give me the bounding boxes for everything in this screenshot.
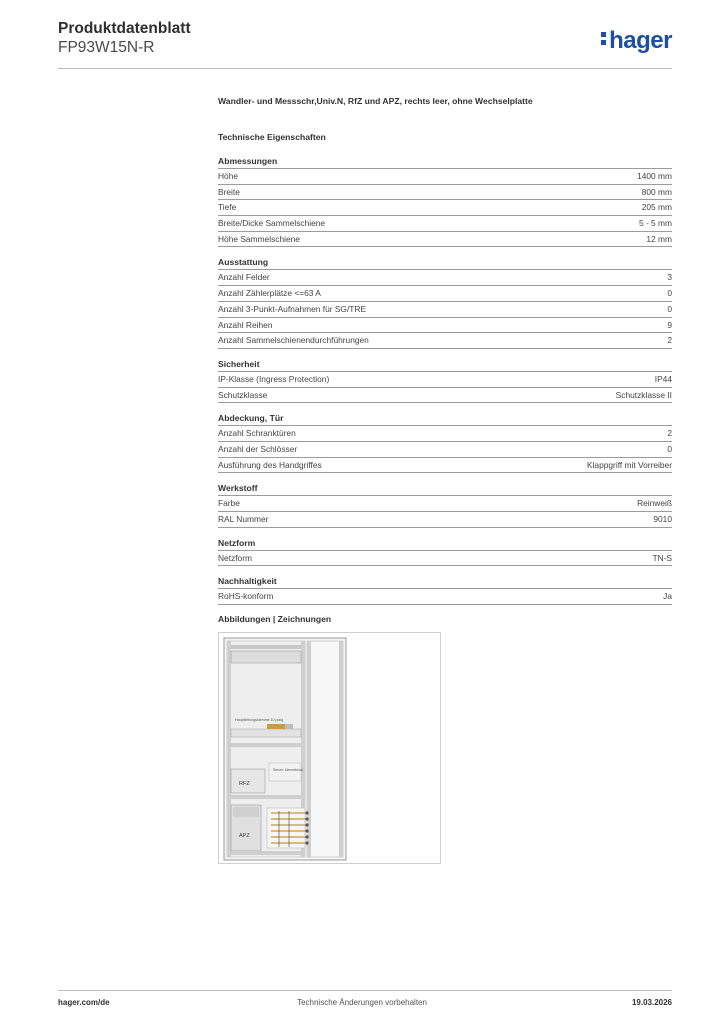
spec-row: [218, 551, 672, 567]
spec-row: [218, 216, 672, 232]
spec-label: Tiefe: [218, 202, 237, 213]
spec-label: Anzahl 3-Punkt-Aufnahmen für SG/TRE: [218, 303, 367, 314]
figures-heading: Abbildungen | Zeichnungen: [218, 614, 332, 624]
spec-value: 1400 mm: [637, 171, 672, 181]
spec-value: Schutzklasse II: [615, 389, 672, 400]
spec-row: [218, 442, 672, 458]
header-divider: [58, 68, 672, 69]
spec-row: [218, 388, 672, 404]
spec-value: Ja: [663, 591, 672, 602]
spec-value: 9010: [653, 514, 672, 524]
spec-label: Anzahl Felder: [218, 272, 270, 283]
product-code: FP93W15N-R: [58, 39, 155, 56]
section-heading: Technische Eigenschaften: [218, 132, 326, 142]
brand-name: hager: [609, 27, 672, 54]
spec-label: RAL Nummer: [218, 514, 269, 524]
spec-value: 0: [667, 288, 672, 299]
spec-group-title: Netzform: [218, 538, 672, 551]
spec-group-title: Abmessungen: [218, 156, 672, 169]
spec-group-title: Werkstoff: [218, 483, 672, 496]
logo-dots-icon: [601, 32, 607, 48]
spec-group: [218, 359, 672, 403]
spec-row: [218, 372, 672, 388]
spec-group: [218, 413, 672, 473]
spec-group-title: Nachhaltigkeit: [218, 576, 672, 589]
spec-row: [218, 302, 672, 318]
footer-divider: [58, 990, 672, 991]
spec-value: IP44: [654, 373, 672, 384]
spec-label: Netzform: [218, 552, 252, 563]
spec-label: Anzahl Reihen: [218, 319, 273, 330]
brand-logo: [601, 27, 672, 55]
spec-label: Breite/Dicke Sammelschiene: [218, 218, 326, 229]
spec-value: 0: [667, 303, 672, 314]
spec-value: Reinweiß: [637, 498, 672, 509]
spec-value: 9: [667, 319, 672, 330]
spec-label: RoHS-konform: [218, 591, 274, 602]
apz-box: [231, 805, 261, 851]
spec-row: [218, 496, 672, 512]
spec-value: 0: [667, 443, 672, 454]
spec-row: [218, 333, 672, 349]
footer-notice: Technische Änderungen vorbehalten: [297, 998, 427, 1007]
spec-row: [218, 169, 672, 185]
spec-group-title: Abdeckung, Tür: [218, 413, 672, 426]
spec-value: 2: [667, 335, 672, 346]
spec-group-title: Sicherheit: [218, 359, 672, 372]
spec-value: TN-S: [652, 552, 672, 563]
busbar-label: Hauptleitungsklemme 10 polig: [235, 718, 284, 722]
terminal-block: [269, 763, 303, 781]
spec-row: [218, 458, 672, 474]
spec-row: [218, 286, 672, 302]
spec-row: [218, 270, 672, 286]
spec-label: Schutzklasse: [218, 389, 268, 400]
spec-label: Anzahl Sammelschienendurchführungen: [218, 335, 369, 346]
spec-label: Breite: [218, 186, 240, 197]
spec-value: 800 mm: [641, 186, 672, 197]
footer-date: 19.03.2026: [631, 998, 672, 1007]
apz-label: APZ: [239, 833, 250, 839]
spec-label: Anzahl der Schlösser: [218, 443, 298, 454]
spec-value: 205 mm: [641, 202, 672, 213]
cable-bundle: [267, 808, 309, 848]
spec-row: [218, 200, 672, 216]
spec-content: [218, 96, 672, 605]
spec-row: [218, 185, 672, 201]
spec-group: [218, 156, 672, 247]
spec-row: [218, 232, 672, 248]
spec-label: Anzahl Schranktüren: [218, 428, 296, 439]
product-description: Wandler- und Messschr,Univ.N, RfZ und APZ, rechts leer, ohne Wechselplatte: [218, 96, 533, 106]
spec-value: 3: [667, 272, 672, 283]
spec-row: [218, 589, 672, 605]
spec-label: Höhe: [218, 171, 239, 181]
spec-label: Anzahl Zählerplätze <=63 A: [218, 288, 321, 299]
spec-group: [218, 538, 672, 567]
terminal-label: Steuer- klemmblock: [273, 768, 303, 772]
footer-website[interactable]: hager.com/de: [58, 998, 110, 1007]
spec-label: Farbe: [218, 498, 240, 509]
spec-group: [218, 257, 672, 348]
spec-value: 5 - 5 mm: [638, 218, 672, 229]
document-title: Produktdatenblatt: [58, 20, 191, 37]
spec-value: 2: [667, 428, 672, 439]
spec-value: 12 mm: [646, 233, 672, 244]
spec-row: [218, 318, 672, 334]
spec-group: [218, 483, 672, 527]
spec-groups: [218, 156, 672, 605]
product-drawing: [218, 632, 441, 864]
spec-group-title: Ausstattung: [218, 257, 672, 270]
spec-label: Höhe Sammelschiene: [218, 233, 300, 244]
rfz-label: RFZ: [239, 781, 250, 787]
spec-row: [218, 512, 672, 528]
spec-row: [218, 426, 672, 442]
spec-label: Ausführung des Handgriffes: [218, 459, 322, 470]
spec-value: Klappgriff mit Vorreiber: [586, 459, 672, 470]
spec-label: IP-Klasse (Ingress Protection): [218, 373, 330, 384]
spec-group: [218, 576, 672, 605]
